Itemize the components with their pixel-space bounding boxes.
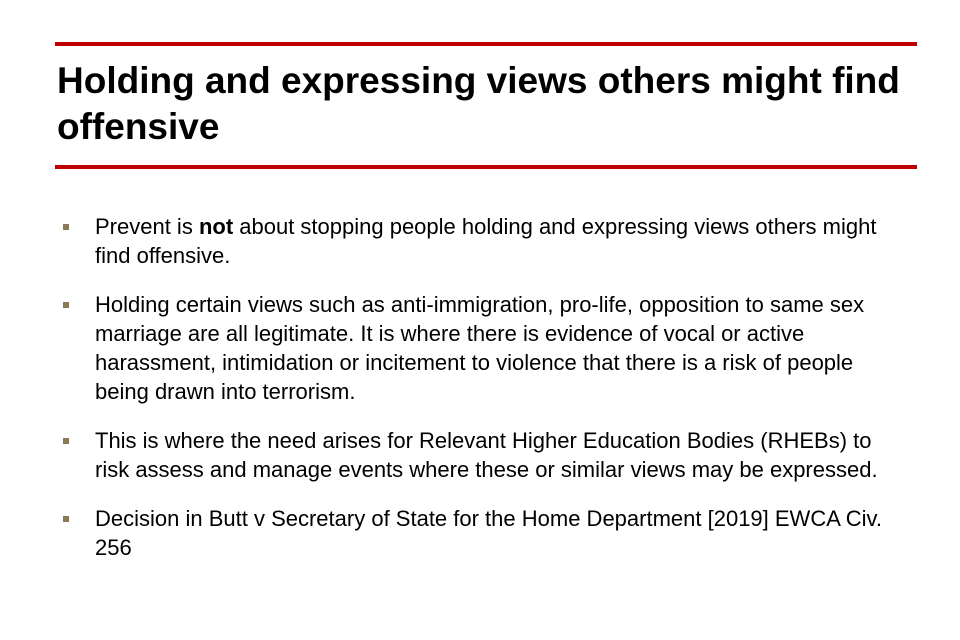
square-bullet-icon: [63, 438, 69, 444]
top-divider: [55, 42, 917, 46]
square-bullet-icon: [63, 516, 69, 522]
bottom-divider: [55, 165, 917, 169]
bullet-item: [57, 212, 907, 270]
bullet-text: Decision in Butt v Secretary of State for the Home Department [2019] EWCA Civ. 256: [95, 506, 883, 560]
bullet-list: [57, 212, 907, 582]
bullet-text-emphasis: not: [198, 214, 234, 239]
square-bullet-icon: [63, 302, 69, 308]
bullet-item: [57, 426, 907, 484]
bullet-text: Holding certain views such as anti-immigration, pro-life, opposition to same sex marriage are all legitimate. It is where there is evidence of vocal or active harassment, intimidation or incitement to violence that there is a risk of people being drawn into terrorism.: [95, 292, 865, 404]
slide-title: Holding and expressing views others might find offensive: [57, 60, 900, 147]
bullet-text-rest: about stopping people holding and expressing views others might find offensive.: [95, 214, 877, 268]
square-bullet-icon: [63, 224, 69, 230]
bullet-item: [57, 504, 907, 562]
bullet-text-lead: Prevent is: [95, 214, 199, 239]
bullet-text: This is where the need arises for Relevant Higher Education Bodies (RHEBs) to risk assess and manage events where these or similar views may be expressed.: [95, 428, 878, 482]
bullet-text: [95, 214, 876, 268]
bullet-item: [57, 290, 907, 406]
